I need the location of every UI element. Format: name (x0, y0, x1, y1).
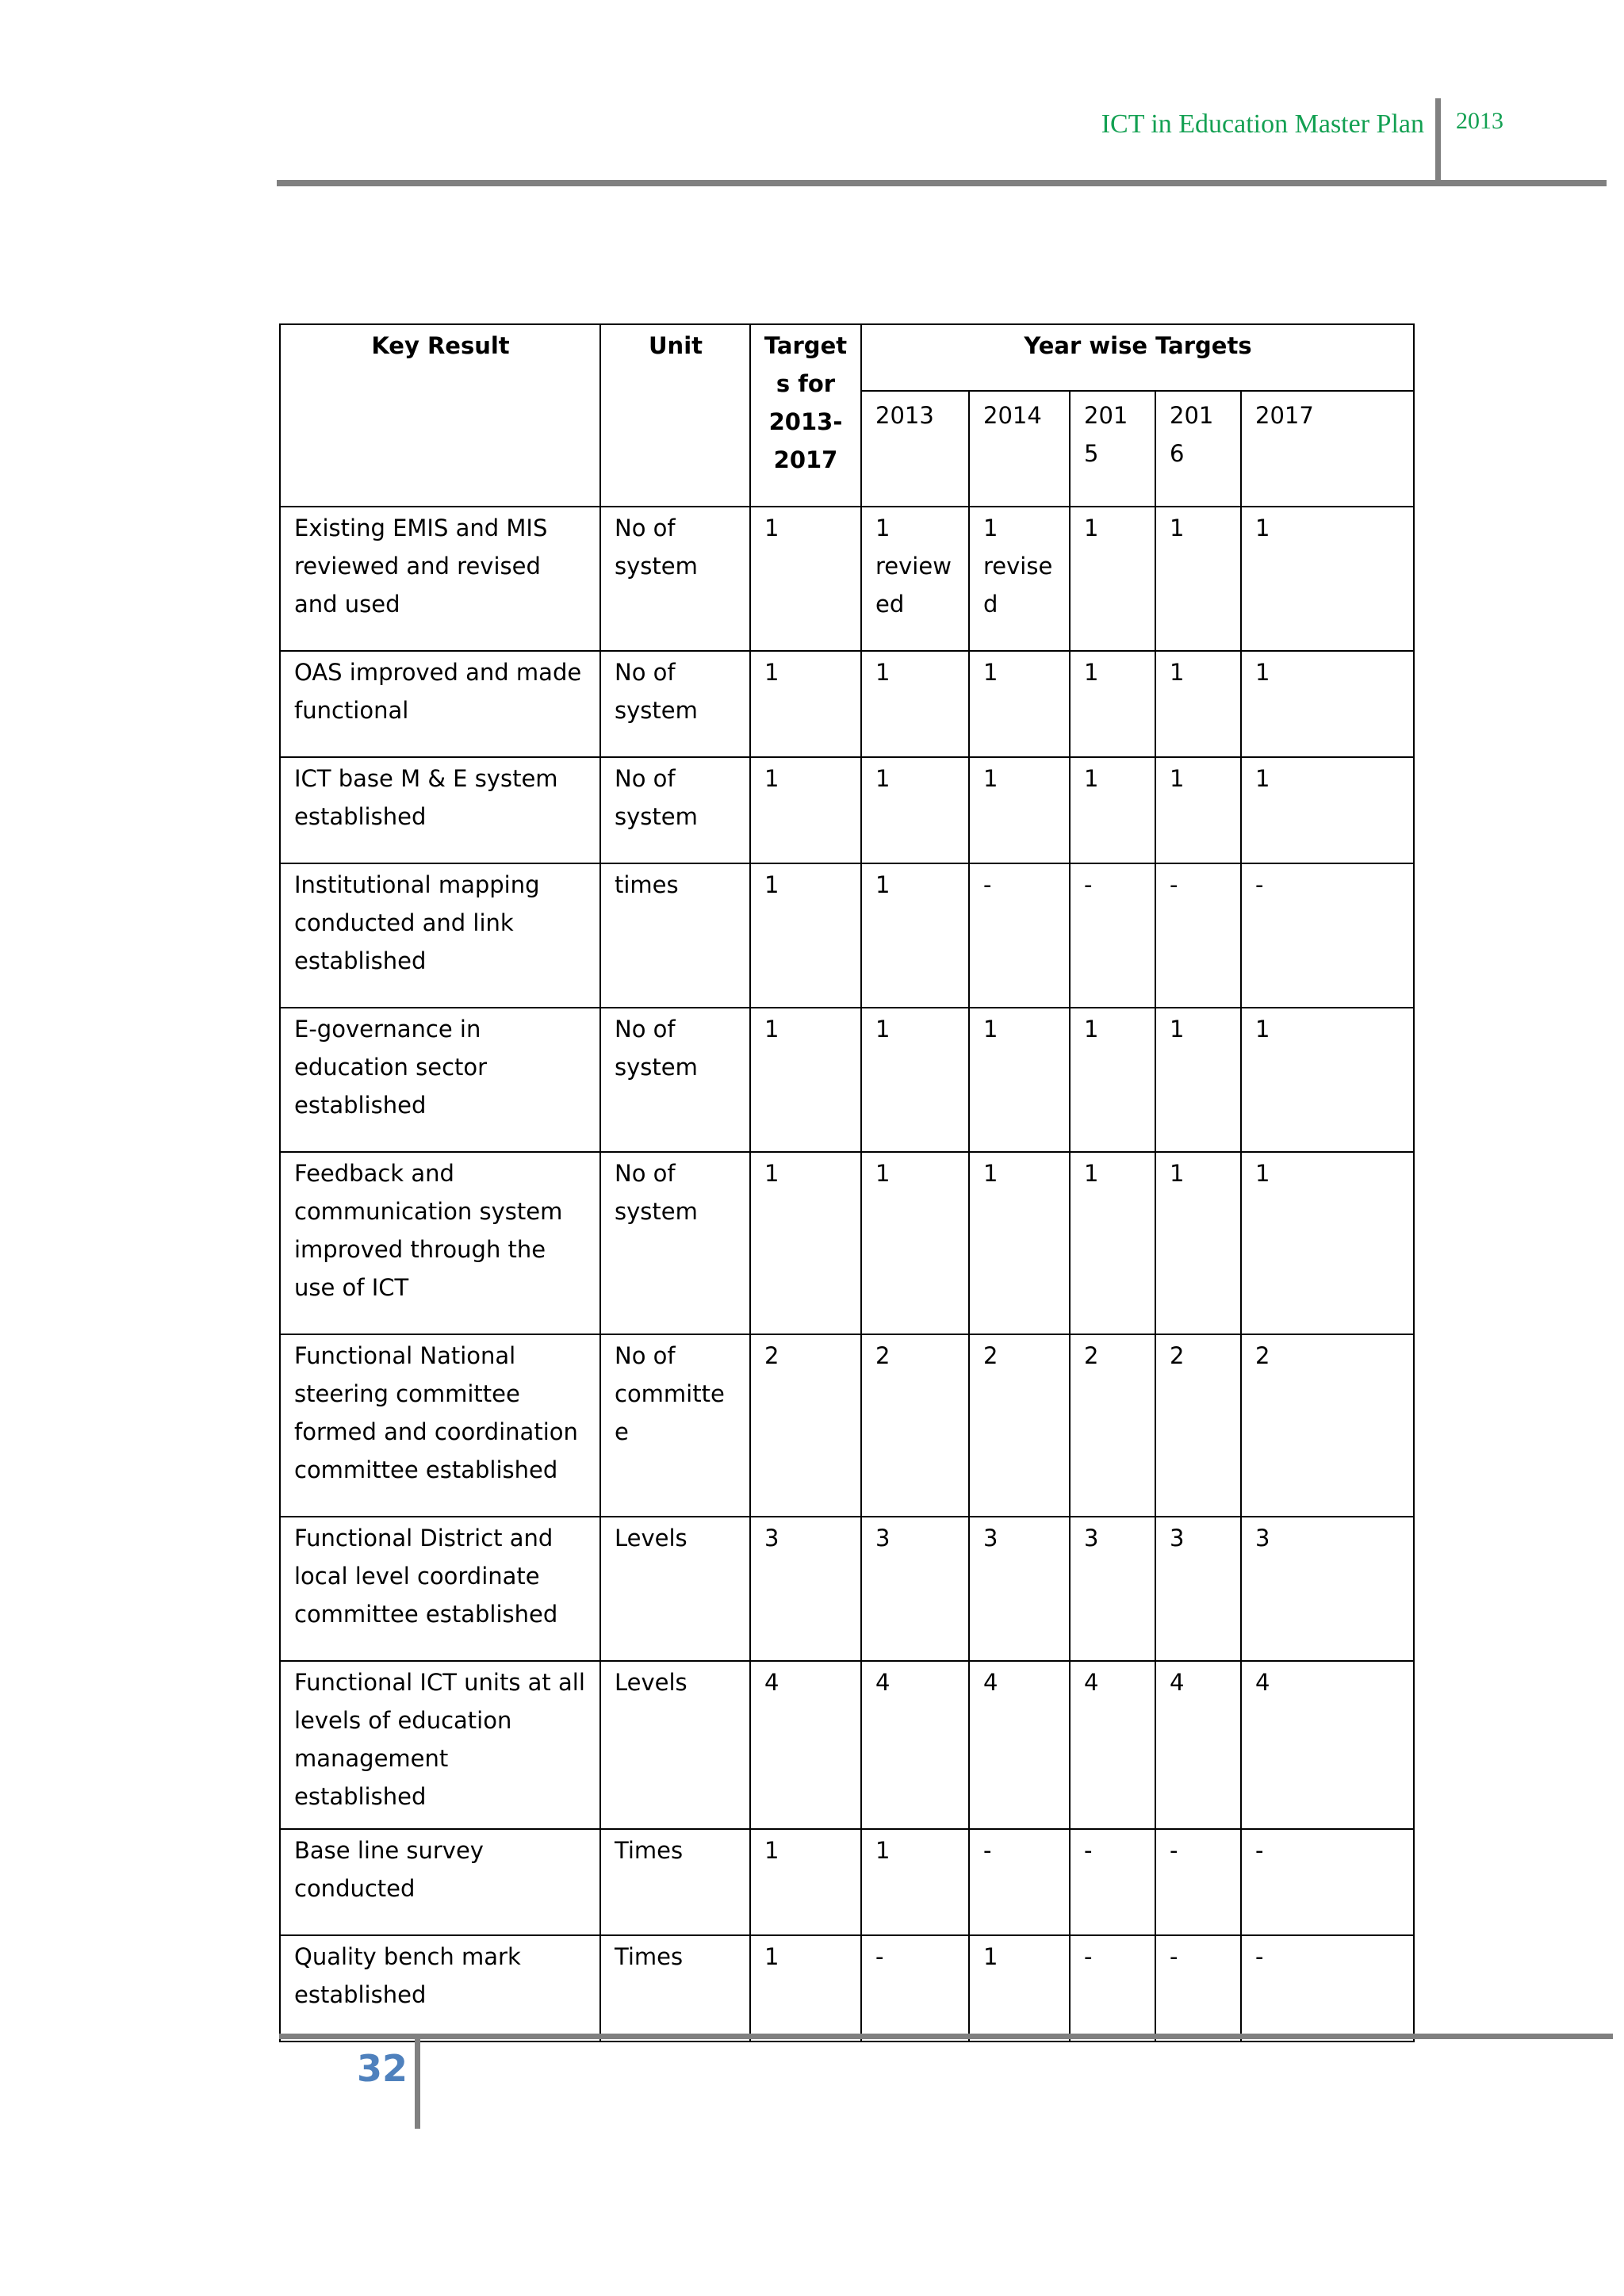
table-row (280, 863, 1414, 1008)
cell-unit: times (600, 863, 750, 1008)
cell-year-2017: 1 (1241, 507, 1414, 651)
cell-year-2017: - (1241, 863, 1414, 1008)
cell-year-2017: 3 (1241, 1517, 1414, 1661)
table-row (280, 1829, 1414, 1935)
cell-target: 1 (750, 1152, 861, 1334)
column-header-year: 2017 (1241, 391, 1414, 507)
column-header-year: 2014 (969, 391, 1070, 507)
table-row (280, 1935, 1414, 2042)
cell-unit: Times (600, 1829, 750, 1935)
cell-key-result: Feedback and communication system improved through the use of ICT (280, 1152, 600, 1334)
cell-year-2015: 1 (1070, 1152, 1155, 1334)
cell-key-result: Base line survey conducted (280, 1829, 600, 1935)
cell-year-2017: 1 (1241, 651, 1414, 757)
cell-year-2017: - (1241, 1829, 1414, 1935)
cell-year-2013: 1 (861, 863, 969, 1008)
cell-year-2013: 1 (861, 1008, 969, 1152)
cell-year-2015: 4 (1070, 1661, 1155, 1829)
cell-year-2014: - (969, 863, 1070, 1008)
cell-unit: No of system (600, 1152, 750, 1334)
table-row (280, 1517, 1414, 1661)
cell-year-2016: 2 (1155, 1334, 1241, 1517)
cell-year-2015: - (1070, 863, 1155, 1008)
cell-year-2016: 1 (1155, 1008, 1241, 1152)
cell-year-2013: 3 (861, 1517, 969, 1661)
page-number: 32 (357, 2047, 408, 2090)
column-header-year: 2016 (1155, 391, 1241, 507)
column-header-key-result: Key Result (280, 324, 600, 507)
cell-key-result: Functional National steering committee formed and coordination committee established (280, 1334, 600, 1517)
cell-year-2013: 1 (861, 1829, 969, 1935)
cell-unit: Levels (600, 1517, 750, 1661)
cell-unit: No of system (600, 1008, 750, 1152)
cell-key-result: Quality bench mark established (280, 1935, 600, 2042)
cell-target: 1 (750, 507, 861, 651)
cell-year-2014: - (969, 1829, 1070, 1935)
cell-year-2015: 1 (1070, 757, 1155, 863)
cell-key-result: Functional District and local level coordinate committee established (280, 1517, 600, 1661)
cell-year-2014: 1 (969, 651, 1070, 757)
cell-key-result: Existing EMIS and MIS reviewed and revised and used (280, 507, 600, 651)
table-row (280, 651, 1414, 757)
cell-key-result: ICT base M & E system established (280, 757, 600, 863)
cell-target: 1 (750, 1008, 861, 1152)
cell-year-2017: 4 (1241, 1661, 1414, 1829)
cell-year-2016: 4 (1155, 1661, 1241, 1829)
cell-year-2015: 2 (1070, 1334, 1155, 1517)
column-header-year: 2013 (861, 391, 969, 507)
cell-target: 4 (750, 1661, 861, 1829)
cell-year-2014: 4 (969, 1661, 1070, 1829)
cell-year-2017: 1 (1241, 1152, 1414, 1334)
cell-year-2017: - (1241, 1935, 1414, 2042)
cell-year-2016: 1 (1155, 757, 1241, 863)
footer-horizontal-rule (279, 2034, 1613, 2039)
cell-year-2016: 1 (1155, 507, 1241, 651)
cell-key-result: OAS improved and made functional (280, 651, 600, 757)
cell-year-2016: - (1155, 1829, 1241, 1935)
cell-year-2015: 1 (1070, 507, 1155, 651)
header-vertical-rule (1435, 98, 1441, 183)
cell-target: 1 (750, 651, 861, 757)
header-horizontal-rule (277, 180, 1607, 186)
table-row (280, 757, 1414, 863)
cell-unit: Times (600, 1935, 750, 2042)
table-row (280, 507, 1414, 651)
column-header-targets: Targets for 2013-2017 (750, 324, 861, 507)
cell-key-result: Institutional mapping conducted and link established (280, 863, 600, 1008)
cell-unit: No of system (600, 651, 750, 757)
table-row (280, 1008, 1414, 1152)
cell-year-2013: 1 (861, 651, 969, 757)
cell-year-2014: 1 (969, 1008, 1070, 1152)
cell-year-2015: 1 (1070, 651, 1155, 757)
cell-year-2015: - (1070, 1829, 1155, 1935)
cell-year-2014: 2 (969, 1334, 1070, 1517)
cell-year-2014: 1 revised (969, 507, 1070, 651)
cell-year-2013: - (861, 1935, 969, 2042)
cell-year-2015: 1 (1070, 1008, 1155, 1152)
cell-year-2016: - (1155, 863, 1241, 1008)
column-header-year: 2015 (1070, 391, 1155, 507)
running-header-title: ICT in Education Master Plan (1101, 109, 1424, 139)
cell-year-2013: 1 reviewed (861, 507, 969, 651)
cell-target: 1 (750, 1829, 861, 1935)
cell-year-2014: 1 (969, 1935, 1070, 2042)
cell-year-2017: 1 (1241, 757, 1414, 863)
cell-unit: No of system (600, 507, 750, 651)
running-header-year: 2013 (1456, 108, 1503, 134)
cell-year-2015: 3 (1070, 1517, 1155, 1661)
cell-unit: Levels (600, 1661, 750, 1829)
cell-target: 3 (750, 1517, 861, 1661)
cell-target: 1 (750, 1935, 861, 2042)
column-header-year-wise-targets: Year wise Targets (861, 324, 1414, 391)
cell-year-2013: 1 (861, 1152, 969, 1334)
cell-target: 1 (750, 757, 861, 863)
cell-year-2013: 1 (861, 757, 969, 863)
cell-year-2016: 3 (1155, 1517, 1241, 1661)
cell-target: 2 (750, 1334, 861, 1517)
cell-year-2014: 1 (969, 757, 1070, 863)
cell-year-2016: - (1155, 1935, 1241, 2042)
cell-year-2013: 4 (861, 1661, 969, 1829)
cell-year-2013: 2 (861, 1334, 969, 1517)
column-header-unit: Unit (600, 324, 750, 507)
key-results-table (279, 323, 1415, 2042)
table-row (280, 1152, 1414, 1334)
cell-year-2015: - (1070, 1935, 1155, 2042)
cell-unit: No of system (600, 757, 750, 863)
table-row (280, 1661, 1414, 1829)
cell-year-2017: 1 (1241, 1008, 1414, 1152)
table-row (280, 1334, 1414, 1517)
cell-key-result: Functional ICT units at all levels of education management established (280, 1661, 600, 1829)
cell-year-2016: 1 (1155, 651, 1241, 757)
cell-unit: No of committee (600, 1334, 750, 1517)
cell-key-result: E-governance in education sector established (280, 1008, 600, 1152)
footer-vertical-rule (415, 2034, 420, 2129)
cell-year-2016: 1 (1155, 1152, 1241, 1334)
cell-year-2017: 2 (1241, 1334, 1414, 1517)
cell-year-2014: 3 (969, 1517, 1070, 1661)
cell-target: 1 (750, 863, 861, 1008)
cell-year-2014: 1 (969, 1152, 1070, 1334)
